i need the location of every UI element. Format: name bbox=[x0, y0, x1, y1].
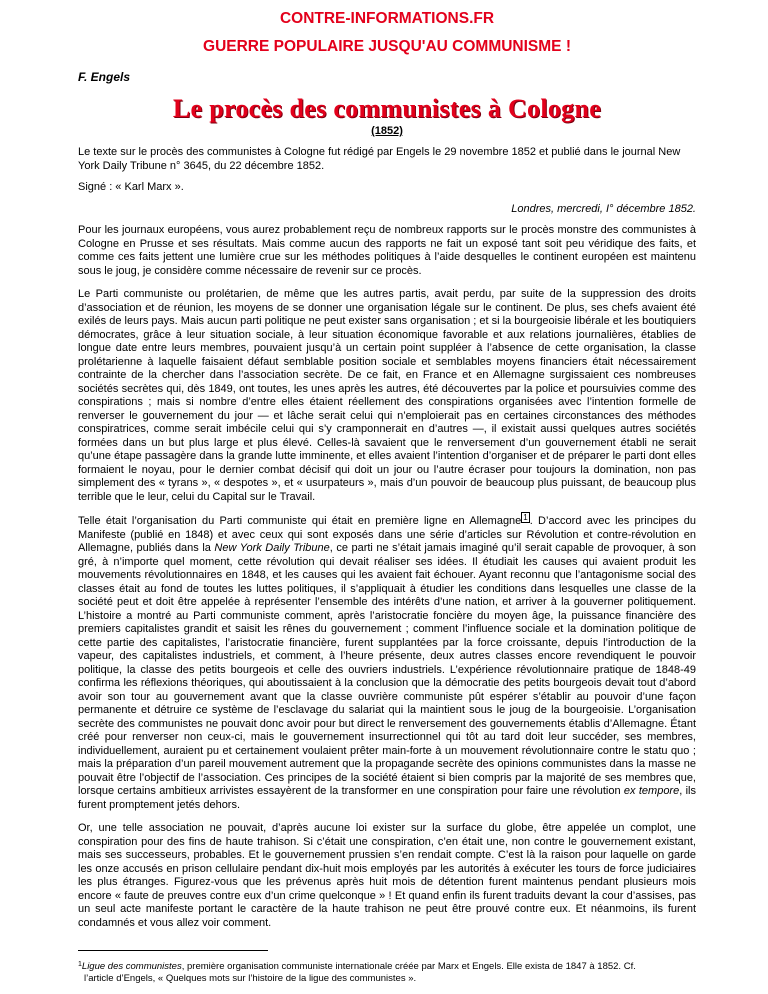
footnote-title: Ligue des communistes bbox=[81, 961, 182, 972]
body-paragraph-4: Or, une telle association ne pouvait, d’après aucune loi exister sur la surface du globe, être appelée un complot, une conspiration pour des fins de haute trahison. Si c’était une conspiration, c’en était une, non contre le gouvernement existant, mais ses successeurs, probables. Et le gouvernement prussien s’en rendait compte. C’est là la raison pour laquelle on garde les onze accusés en prison cellulaire pendant dix-huit mois employés par les autorités à exécuter les tours de force judiciaires les plus étranges. Figurez-vous que les prévenus après huit mois de détention furent maintenus pendant plusieurs mois encore « faute de preuves contre eux d’un crime quelconque » ! Et quand enfin ils furent traduits devant la cour d’assises, pas un seul acte manifeste portant le caractère de la haute trahison ne peut être prouvé contre eux. Et néanmoins, ils furent condamnés et vous allez voir comment. bbox=[78, 822, 696, 929]
paragraph-3-text-a: Telle était l’organisation du Parti communiste qui était en première ligne en Allemagne bbox=[78, 515, 522, 527]
site-slogan: GUERRE POPULAIRE JUSQU'AU COMMUNISME ! bbox=[203, 38, 571, 55]
footnote-reference[interactable]: 1 bbox=[523, 513, 528, 522]
article-year: (1852) bbox=[371, 125, 403, 137]
body-paragraph-1: Pour les journaux européens, vous aurez probablement reçu de nombreux rapports sur le procès monstre des communistes à Cologne en Prusse et ses résultats. Mais comme aucun des rapports ne fait un exposé tant soit peu véridique des faits, et comme ces faits jettent une lumière crue sur les méthodes politiques à l’aide desquelles le continent européen est maintenu sous le joug, je considère comme nécessaire de revenir sur ce procès. bbox=[78, 224, 696, 277]
footnote bbox=[78, 959, 696, 985]
newspaper-name: New York Daily Tribune bbox=[214, 542, 330, 554]
footnote-divider bbox=[78, 950, 268, 951]
article-title: Le procès des communistes à Cologne bbox=[172, 94, 602, 123]
paragraph-3-text-b: . D’accord avec les principes du Manifeste (publié en 1848) et avec ceux qui sont exposés dans une série d’articles sur Révolution et contre-révolution en Allemagne, publiés dans la bbox=[78, 515, 696, 554]
footnote-text-2: l’article d’Engels, « Quelques mots sur l’histoire de la ligue des communistes ». bbox=[84, 973, 417, 984]
paragraph-3-text-d: , ils furent promptement jetés dehors. bbox=[78, 785, 696, 811]
footnote-number: 1 bbox=[78, 961, 82, 968]
dateline: Londres, mercredi, I° décembre 1852. bbox=[511, 202, 696, 215]
body-paragraph-2: Le Parti communiste ou prolétarien, de même que les autres partis, avait perdu, par suite de la suppression des droits d’association et de réunion, les moyens de se donner une organisation légale sur le continent. De plus, ses chefs avaient été exilés de leurs pays. Mais aucun parti politique ne peut exister sans organisation ; et si la bourgeoisie libérale et les boutiquiers démocrates, grâce à leur situation sociale, à leur situation économique favorable et aux relations journalières, établies de longue date entre leurs membres, pouvaient jusqu’à un certain point suppléer à l’absence de cette organisation, la classe prolétarienne à laquelle faisaient défaut semblable position sociale et semblables moyens financiers était nécessairement contrainte de la chercher dans l’association secrète. De ce fait, en France et en Allemagne surgissaient ces nombreuses sociétés secrètes qui, dès 1849, ont toutes, les unes après les autres, été découvertes par la police et poursuivies comme des conspirations ; mais si nombre d’entre elles étaient réellement des conspirations organisées avec l’intention formelle de renverser le gouvernement du jour — et lâche serait celui qui n’emploierait pas en certaines circonstances des méthodes conspiratrices, comme serait imbécile celui qui s’y cramponnerait en d’autres —, il existait aussi quelques autres sociétés formées dans un but plus large et plus élevé. Celles-là savaient que le renversement d’un gouvernement établi ne serait qu’une étape passagère dans la grande lutte imminente, et elles avaient l’intention d’organiser et de préparer le parti dont elles formaient le noyau, pour le dernier combat décisif qui doit un jour ou l’autre écraser pour toujours la domination, non pas simplement des « tyrans », « despotes », et « usurpateurs », mais d’un pouvoir de beaucoup plus puissant, de beaucoup plus terrible que le leur, celui du Capital sur le Travail. bbox=[78, 288, 696, 503]
article-author: F. Engels bbox=[78, 70, 131, 84]
body-paragraph-3 bbox=[78, 514, 696, 812]
site-name[interactable]: CONTRE-INFORMATIONS.FR bbox=[279, 10, 495, 27]
footnote-text-1: , première organisation communiste internationale créée par Marx et Engels. Elle exista de 1847 à 1852. Cf. bbox=[181, 961, 636, 972]
document-page bbox=[78, 0, 696, 985]
latin-phrase: ex tempore bbox=[623, 785, 680, 797]
intro-paragraph: Le texte sur le procès des communistes à Cologne fut rédigé par Engels le 29 novembre 1852 et publié dans le journal New York Daily Tribune n° 3645, du 22 décembre 1852. bbox=[78, 146, 681, 172]
paragraph-3-text-c: , ce parti ne s’était jamais imaginé qu’il serait capable de provoquer, à son gré, à n’importe quel moment, cette révolution qui devait réaliser ses idées. Il étudiait les causes qui avaient produit les mouvements révolutionnaires en 1848, et les causes qui les avaient fait échouer. Ayant reconnu que l’antagonisme social des classes était au fond de toutes les luttes politiques, il s’appliquait à étudier les conditions dans lesquelles une classe de la société peut et doit être appelée à représenter l’ensemble des intérêts d’une nation, et arriver à la gouverner politiquement. L’histoire a montré au Parti communiste comment, après l’aristocratie foncière du moyen âge, la puissance financière des premiers capitalistes grandit et saisit les rênes du gouvernement ; comment l’influence sociale et la domination politique de cette partie des capitalistes, l’aristocratie financière, furent supplantées par la force croissante, depuis l’introduction de la vapeur, des capitalistes industriels, et comment, à l’heure présente, deux autres classes encore revendiquent le pouvoir politique, la classe des petits bourgeois et celle des ouvriers industriels. L’expérience révolutionnaire pratique de 1848-49 confirma les réflexions théoriques, qui aboutissaient à la conclusion que la démocratie des petits bourgeois devait tout d’abord avoir son tour au gouvernement avant que la classe ouvrière communiste pût espérer s’établir au pouvoir d’une façon permanente et détruire ce système de l’esclavage du salariat qui la maintient sous le joug de la bourgeoisie. L’organisation secrète des communistes ne pouvait donc avoir pour but direct le renversement des gouvernements établis d’Allemagne. Étant créé pour renverser non ceux-ci, mais le gouvernement insurrectionnel qui tôt au tard doit leur succéder, ses membres, individuellement, auraient pu et certainement voulaient prêter main-forte à un mouvement révolutionnaire contre le statu quo ; mais la préparation d’un pareil mouvement autrement que la propagande secrète des opinions communistes dans la masse ne pouvait être l’objectif de l’association. Ces principes de la société étaient si bien compris par la majorité de ses membres que, lorsque certains ambitieux arrivistes essayèrent de la transformer en une conspiration pour faire une révolution bbox=[78, 542, 697, 797]
signature-line: Signé : « Karl Marx ». bbox=[78, 181, 184, 193]
